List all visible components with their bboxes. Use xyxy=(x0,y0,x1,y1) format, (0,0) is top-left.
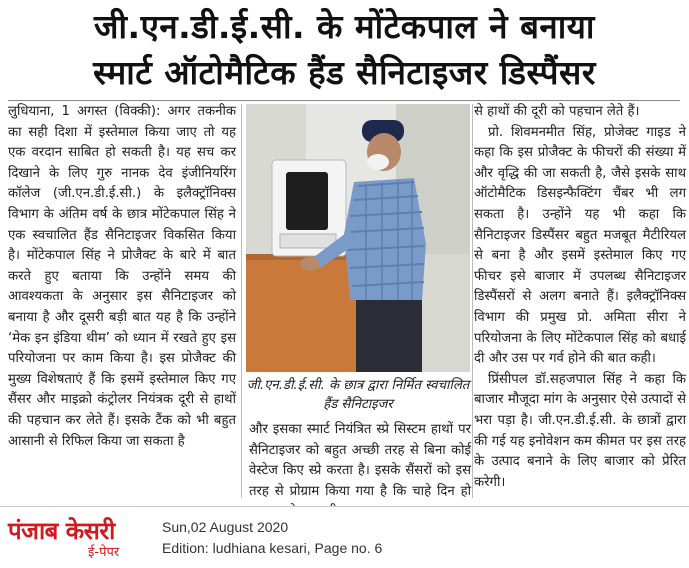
article-column-3 xyxy=(474,102,686,500)
headline-divider xyxy=(8,100,680,101)
article-paragraph: और इसका स्मार्ट नियंत्रित स्प्रे सिस्टम हाथों पर सैनिटाइजर को बहुत अच्छी तरह से बिना कोई वेस्टेज किए स्प्रे करता है। इसके सैंसरों को इस तरह से प्रोग्राम किया गया है कि चाहे दिन हो xyxy=(249,422,471,499)
photo-caption: जी.एन.डी.ई.सी. के छात्र द्वारा निर्मित स्वचालित हैंड सैनिटाइजर xyxy=(246,378,470,412)
column-divider xyxy=(472,104,473,498)
article-photo xyxy=(246,104,470,372)
logo-subtitle: ई-पेपर xyxy=(88,545,120,560)
article-paragraph: लुधियाना, 1 अगस्त (विक्की): अगर तकनीक का सही दिशा में इस्तेमाल किया जाए तो यह एक वरदान साबित हो सकती है। यह सच कर दिखाने के लिए गुरु नानक देव इंजीनियरिंग कॉलेज (जी.एन.डी.ई.सी.) के इलैक्ट्रॉनिक्स विभाग के अंतिम वर्ष के छात्र मोंटेकपाल सिंह ने एक स्वचालित हैंड सैनिटाइजर विकसित किया है। मोंटेकपाल सिंह ने प्रोजैक्ट के बारे में बात करते हुए बताया कि उन्होंने समय की आवश्यकता के अनुसार इस सैनिटाइजर को बनाया है और दूसरी बड़ी बात यह है कि उन्होंने ‘मेक इन इंडिया थीम’ को ध्यान में रखते हुए इस परियोजना पर काम किया है। इस प्रोजैक्ट की मुख्य विशेषताएं हैं कि इसमें इस्तेमाल किए गए सैंसर और माइक्रो कंट्रोलर नियंत्रक दूरी से हाथों की पहचान कर लेते हैं। इसके टैंक को भी बहुत आसानी से रिफिल किया जा सकता है xyxy=(8,104,236,449)
article-column-1 xyxy=(8,102,236,500)
publication-date: Sun,02 August 2020 xyxy=(162,519,289,535)
article-paragraph: प्रिंसीपल डॉ.सहजपाल सिंह ने कहा कि बाजार मौजूदा मांग के अनुसार ऐसे उत्पादों से भरा पड़ा है। जी.एन.डी.ई.सी. के छात्रों द्वारा की गई यह इनोवेशन कम कीमत पर इस तरह के उत्पाद बनाने के लिए बाजार को प्रेरित करेगी। xyxy=(474,371,686,490)
article-paragraph: प्रो. शिवमनमीत सिंह, प्रोजेक्ट गाइड ने कहा कि इस प्रोजैक्ट के फीचरों की संख्या में और वृद्धि की जा सकती है, जैसे इसके साथ ऑटोमैटिक डिसइन्फैक्टिंग चैंबर भी लग सकता है। उन्होंने यह भी कहा कि सैनिटाइजर डिस्पैंसर बहुत मजबूत मैटीरियल से बना है और इसमें इस्तेमाल किए गए फीचर इसे बाजार में उपलब्ध सैनिटाइजर डिस्पैंसरों से अलग बनाते हैं। इलैक्ट्रॉनिक्स विभाग की प्रमुख प्रो. अमिता सीरा ने परियोजना के लिए मोंटेकपाल सिंह को बधाई दी और उस पर गर्व होने की बात कही। xyxy=(474,124,686,367)
column-divider xyxy=(241,104,242,498)
logo-text: पंजाब केसरी xyxy=(8,516,115,545)
photo-illustration xyxy=(246,104,470,372)
article-column-2 xyxy=(249,420,471,500)
headline-line-2: स्मार्ट ऑटोमैटिक हैंड सैनिटाइजर डिस्पैंसर xyxy=(93,53,596,92)
edition-info: Edition: ludhiana kesari, Page no. 6 xyxy=(162,540,383,556)
brand-logo xyxy=(8,514,146,562)
article-paragraph: से हाथों की दूरी को पहचान लेते हैं। xyxy=(474,104,640,119)
headline-line-1: जी.एन.डी.ई.सी. के मोंटेकपाल ने बनाया xyxy=(94,7,595,46)
